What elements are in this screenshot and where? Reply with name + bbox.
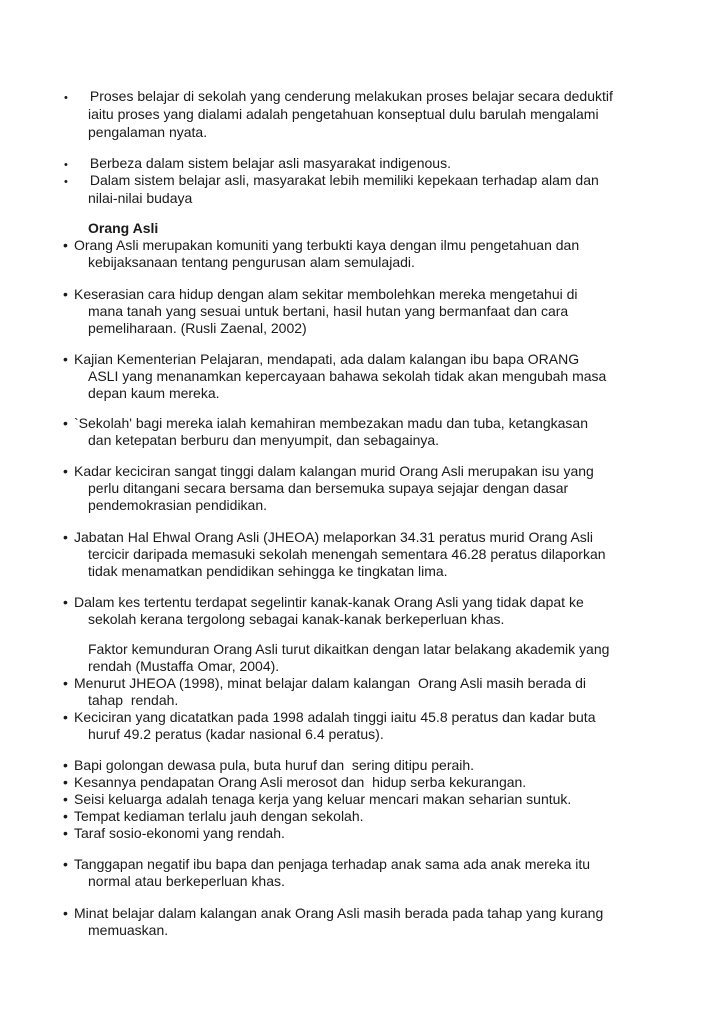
list-item: Kesannya pendapatan Orang Asli merosot dan hidup serba kekurangan.	[74, 774, 527, 790]
para-5-line-2: perlu ditangani secara bersama dan bersemuka supaya sejajar dengan dasar	[88, 480, 569, 496]
para-2-line-3: pemeliharaan. (Rusli Zaenal, 2002)	[88, 320, 307, 336]
bullet-dot: •	[63, 709, 68, 725]
bullet-dot: •	[63, 529, 68, 545]
para3-1-line-1: Tanggapan negatif ibu bapa dan penjaga terhadap anak sama ada anak mereka itu	[74, 856, 591, 872]
bullet-dot: •	[63, 757, 68, 773]
bullet-dot: •	[63, 808, 68, 824]
bullet-dot: •	[63, 351, 68, 367]
para-7-line-2: sekolah kerana tergolong sebagai kanak-kanak berkeperluan khas.	[88, 611, 505, 627]
bullet-dot: •	[63, 463, 68, 479]
para-6-line-3: tidak menamatkan pendidikan sehingga ke tingkatan lima.	[88, 563, 448, 579]
plain-para-line-2: rendah (Mustaffa Omar, 2004).	[88, 658, 280, 674]
list-item: Bapi golongan dewasa pula, buta huruf dan sering ditipu peraih.	[74, 757, 475, 773]
para3-2-line-1: Minat belajar dalam kalangan anak Orang Asli masih berada pada tahap yang kurang	[74, 905, 604, 921]
bullet-dot: •	[63, 856, 68, 872]
bullet-dot: •	[63, 237, 68, 253]
bullet-dot: •	[63, 905, 68, 921]
para2-2-line-1: Keciciran yang dicatatkan pada 1998 adalah tinggi iaitu 45.8 peratus dan kadar buta	[74, 709, 596, 725]
para-1-line-2: kebijaksanaan tentang pengurusan alam semulajadi.	[88, 254, 415, 270]
list-item: Tempat kediaman terlalu jauh dengan sekolah.	[74, 808, 364, 824]
bullet-dot: •	[63, 825, 68, 841]
bullet-dot: •	[63, 791, 68, 807]
para-3-line-3: depan kaum mereka.	[88, 385, 220, 401]
intro-bullet-3-line-1: Dalam sistem belajar asli, masyarakat lebih memiliki kepekaan terhadap alam dan	[86, 172, 599, 188]
para-7-line-1: Dalam kes tertentu terdapat segelintir kanak-kanak Orang Asli yang tidak dapat ke	[74, 594, 584, 610]
para-3-line-2: ASLI yang menanamkan kepercayaan bahawa sekolah tidak akan mengubah masa	[88, 368, 607, 384]
para-3-line-1: Kajian Kementerian Pelajaran, mendapati, ada dalam kalangan ibu bapa ORANG	[74, 351, 580, 367]
para-5-line-3: pendemokrasian pendidikan.	[88, 497, 268, 513]
para-5-line-1: Kadar keciciran sangat tinggi dalam kalangan murid Orang Asli merupakan isu yang	[74, 463, 594, 479]
para2-1-line-1: Menurut JHEOA (1998), minat belajar dalam kalangan Orang Asli masih berada di	[74, 675, 587, 691]
bullet-dot: •	[63, 774, 68, 790]
para-6-line-1: Jabatan Hal Ehwal Orang Asli (JHEOA) melaporkan 34.31 peratus murid Orang Asli	[74, 529, 594, 545]
para-4-line-2: dan ketepatan berburu dan menyumpit, dan sebagainya.	[88, 432, 440, 448]
para-4-line-1: `Sekolah' bagi mereka ialah kemahiran membezakan madu dan tuba, ketangkasan	[74, 415, 588, 431]
para-1-line-1: Orang Asli merupakan komuniti yang terbukti kaya dengan ilmu pengetahuan dan	[74, 237, 580, 253]
bullet-dot: •	[63, 675, 68, 691]
para-2-line-2: mana tanah yang sesuai untuk bertani, hasil hutan yang bermanfaat dan cara	[88, 303, 569, 319]
intro-bullet-1-line-1: Proses belajar di sekolah yang cenderung melakukan proses belajar secara deduktif	[86, 88, 613, 104]
intro-bullet-1-line-2: iaitu proses yang dialami adalah pengetahuan konseptual dulu barulah mengalami	[88, 106, 599, 122]
para-2-line-1: Keserasian cara hidup dengan alam sekitar membolehkan mereka mengetahui di	[74, 286, 578, 302]
intro-bullet-2-line-1: Berbeza dalam sistem belajar asli masyarakat indigenous.	[86, 155, 451, 171]
intro-bullet-3-line-2: nilai-nilai budaya	[88, 190, 193, 206]
bullet-dot: •	[63, 415, 68, 431]
list-item: Taraf sosio-ekonomi yang rendah.	[74, 825, 285, 841]
para2-1-line-2: tahap rendah.	[88, 692, 179, 708]
para-6-line-2: tercicir daripada memasuki sekolah menengah sementara 46.28 peratus dilaporkan	[88, 546, 606, 562]
bullet-dot: •	[64, 176, 68, 188]
plain-para-line-1: Faktor kemunduran Orang Asli turut dikaitkan dengan latar belakang akademik yang	[88, 641, 610, 657]
para2-2-line-2: huruf 49.2 peratus (kadar nasional 6.4 peratus).	[88, 726, 384, 742]
bullet-dot: •	[63, 286, 68, 302]
para3-1-line-2: normal atau berkeperluan khas.	[88, 873, 285, 889]
list-item: Seisi keluarga adalah tenaga kerja yang keluar mencari makan seharian suntuk.	[74, 791, 572, 807]
bullet-dot: •	[63, 594, 68, 610]
para3-2-line-2: memuaskan.	[88, 922, 169, 938]
intro-bullet-1-line-3: pengalaman nyata.	[88, 124, 208, 140]
bullet-dot: •	[64, 92, 68, 104]
bullet-dot: •	[64, 159, 68, 171]
section-heading: Orang Asli	[88, 220, 159, 236]
